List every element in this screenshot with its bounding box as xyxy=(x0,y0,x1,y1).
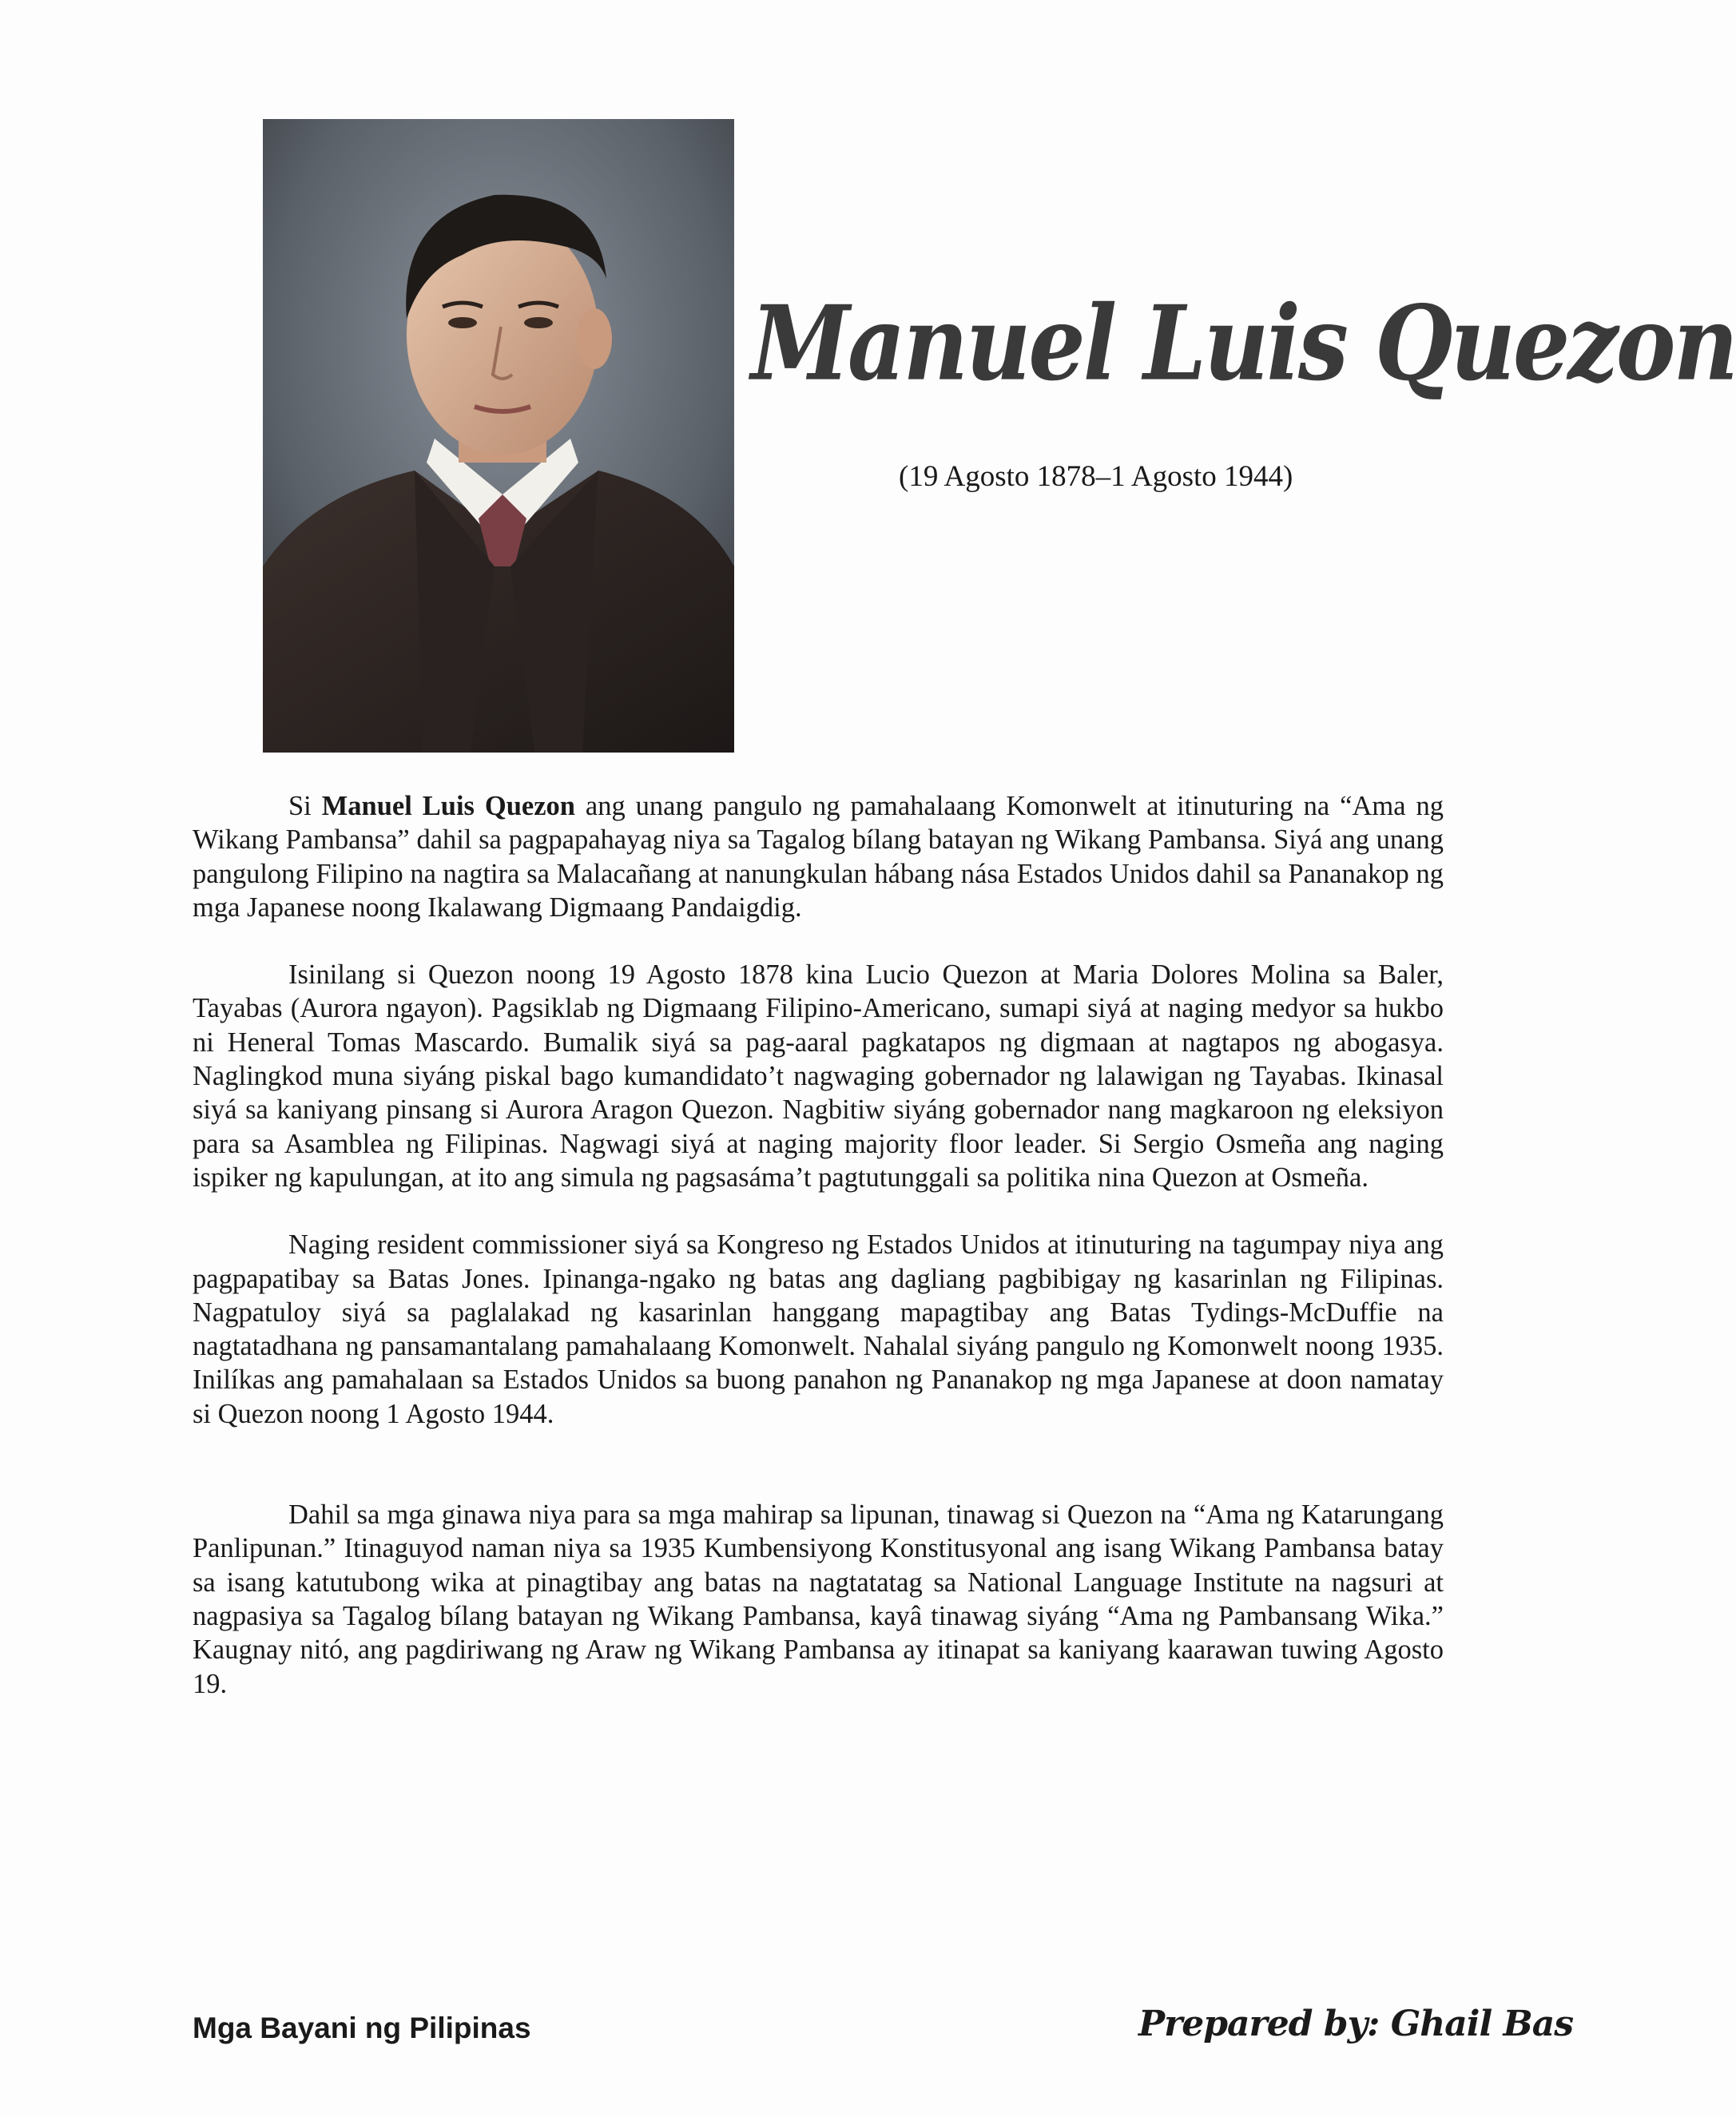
life-dates: (19 Agosto 1878–1 Agosto 1944) xyxy=(899,460,1293,493)
paragraph-2: Isinilang si Quezon noong 19 Agosto 1878 kina Lucio Quezon at Maria Dolores Molina sa Baler, Tayabas (Aurora ngayon). Pagsiklab ng Digmaang Filipino-Americano, sumapi siyá at naging medyor sa hukbo ni Heneral Tomas Mascardo. Bumalik siyá sa pag-aaral pagkatapos ng digmaan at nagtapos ng abogasya. Naglingkod muna siyáng piskal bago kumandidato’t nagwaging gobernador ng lalawigan ng Tayabas. Ikinasal siyá sa kaniyang pinsang si Aurora Aragon Quezon. Nagbitiw siyáng gobernador nang magkaroon ng eleksiyon para sa Asamblea ng Filipinas. Nagwagi siyá at naging majority floor leader. Si Sergio Osmeña ang naging ispiker ng kapulungan, at ito ang simula ng pagsasáma’t pagtutunggali sa politika nina Quezon at Osmeña. xyxy=(193,959,1444,1193)
page-title: Manuel Luis Quezon xyxy=(751,284,1736,404)
portrait-photo xyxy=(263,119,734,753)
biography-text xyxy=(193,789,1444,1701)
paragraph-3: Naging resident commissioner siyá sa Kongreso ng Estados Unidos at itinuturing na tagumpay niya ang pagpapatibay sa Batas Jones. Ipinanga-ngako ng batas ang dagliang pagbibigay ng kasarinlan ng Filipinas. Nagpatuloy siyá sa paglalakad ng kasarinlan hanggang mapagtibay ang Batas Tydings-McDuffie na nagtatadhana ng pansamantalang pamahalaang Komonwelt. Nahalal siyáng pangulo ng Komonwelt noong 1935. Inilíkas ang pamahalaan sa Estados Unidos sa buong panahon ng Pananakop ng mga Japanese at doon namatay si Quezon noong 1 Agosto 1944. xyxy=(193,1229,1444,1429)
subject-name: Manuel Luis Quezon xyxy=(321,791,575,821)
portrait-icon xyxy=(263,119,734,753)
paragraph-1-rest: ang unang pangulo ng pamahalaang Komonwelt at itinuturing na “Ama ng Wikang Pambansa” dahil sa pagpapahayag niya sa Tagalog bílang batayan ng Wikang Pambansa. Siyá ang unang pangulong Filipino na nagtira sa Malacañang at nanungkulan hábang nása Estados Unidos dahil sa Pananakop ng mga Japanese noong Ikalawang Digmaang Pandaigdig. xyxy=(193,791,1444,923)
paragraph-1-lead: Si xyxy=(288,791,322,821)
paragraph-4: Dahil sa mga ginawa niya para sa mga mahirap sa lipunan, tinawag si Quezon na “Ama ng Katarungang Panlipunan.” Itinaguyod naman niya sa 1935 Kumbensiyong Konstitusyonal ang isang Wikang Pambansa batay sa isang katutubong wika at pinagtibay ang batas na nagtatatag sa National Language Institute na nagsuri at nagpasiya sa Tagalog bílang batayan ng Wikang Pambansa, kayâ tinawag siyáng “Ama ng Pambansang Wika.” Kaugnay nitó, ang pagdiriwang ng Araw ng Wikang Pambansa ay itinapat sa kaniyang kaarawan tuwing Agosto 19. xyxy=(193,1499,1444,1699)
paragraph-1 xyxy=(193,789,1444,924)
footer-series-title: Mga Bayani ng Pilipinas xyxy=(193,2012,531,2044)
footer-credit: Prepared by: Ghail Bas xyxy=(1138,2004,1573,2044)
